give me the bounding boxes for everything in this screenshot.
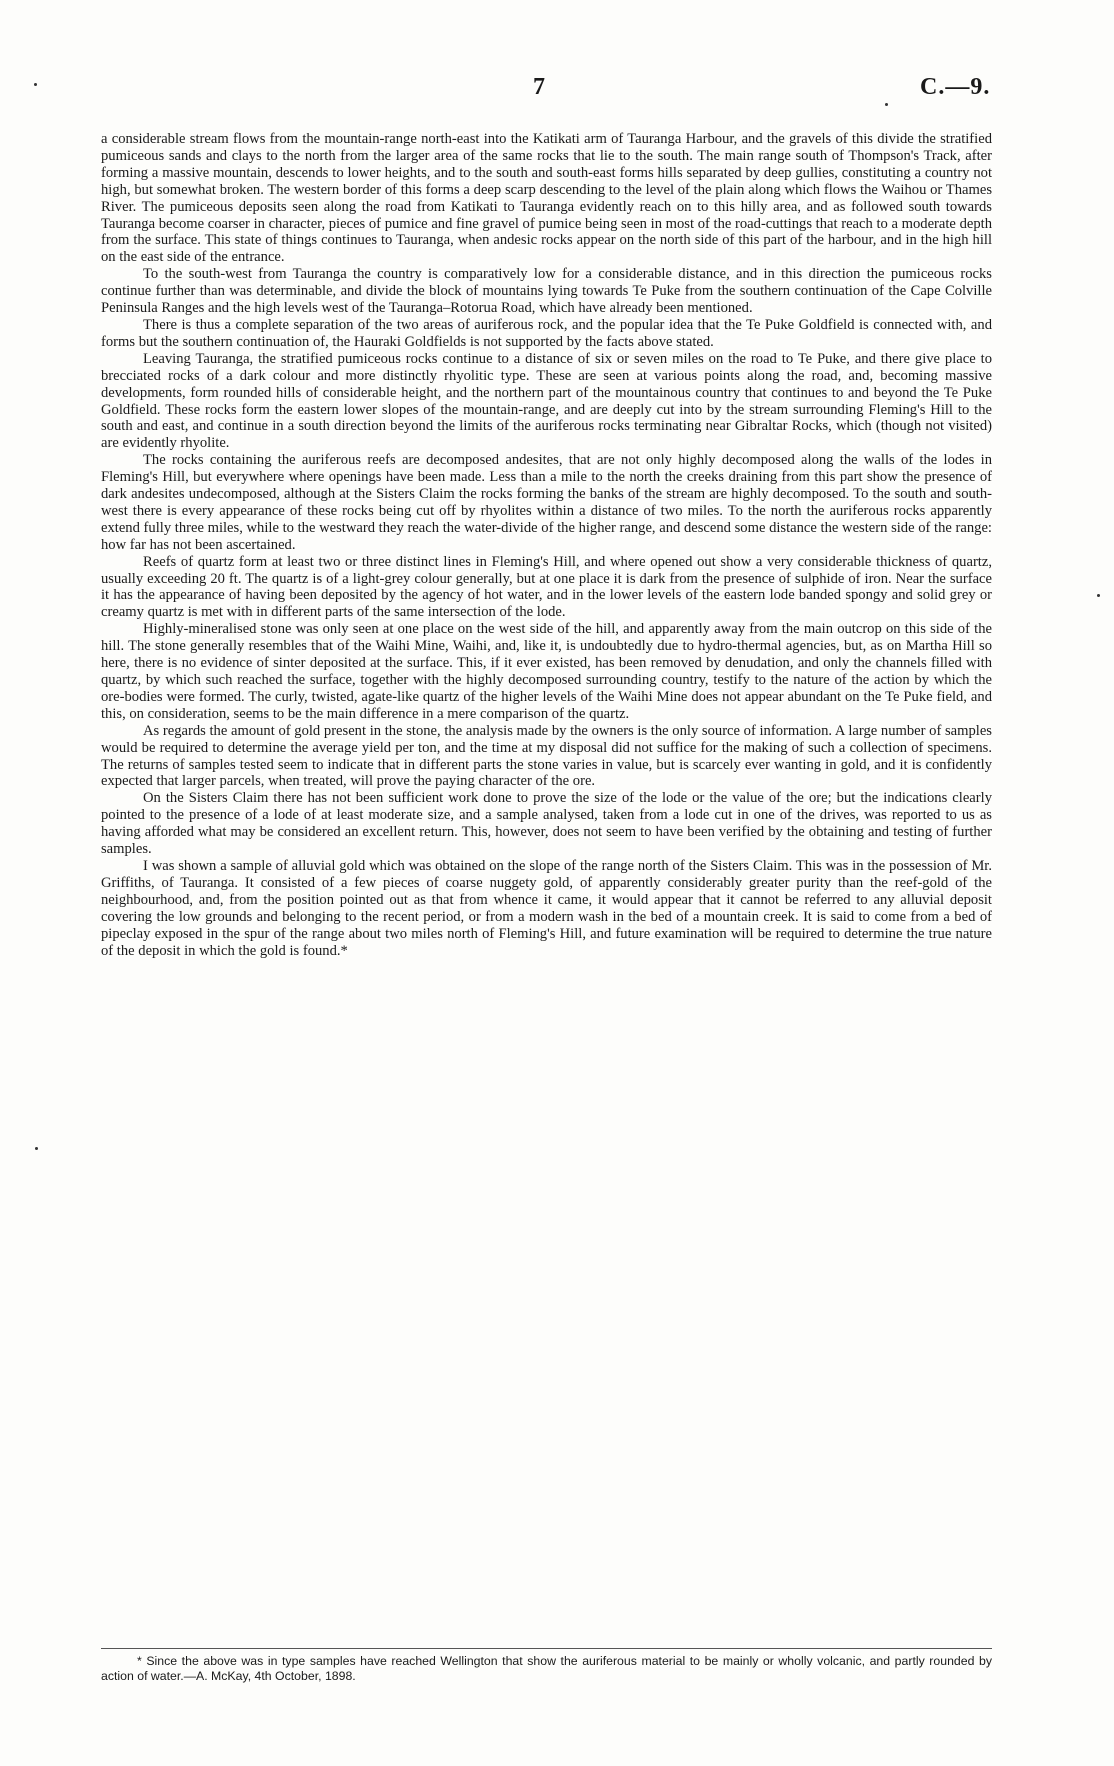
footnote: * Since the above was in type samples have reached Wellington that show the auriferous material to be mainly or wholly volcanic, and partly rounded by action of water.—A. McKay, 4th October, 1898.: [101, 1654, 992, 1683]
paragraph: On the Sisters Claim there has not been sufficient work done to prove the size of the lode or the value of the ore; but the indications clearly pointed to the presence of a lode of at least moderate size, and a sample analysed, taken from a lode cut in one of the drives, was reported to us as having afforded what may be considered an excellent return. This, however, does not seem to have been verified by the obtaining and testing of further samples.: [101, 790, 992, 858]
paragraph: There is thus a complete separation of the two areas of auriferous rock, and the popular idea that the Te Puke Goldfield is connected with, and forms but the southern continuation of, the Hauraki Goldfields is not supported by the facts above stated.: [101, 316, 992, 350]
paragraph: To the south-west from Tauranga the country is comparatively low for a considerable distance, and in this direction the pumiceous rocks continue further than was determinable, and divide the block of mountains lying towards Te Puke from the southern continuation of the Cape Colville Peninsula Ranges and the high levels west of the Tauranga–Rotorua Road, which have already been mentioned.: [101, 266, 992, 317]
body-text: [101, 131, 992, 959]
scan-speck: [35, 1147, 38, 1150]
scan-speck: [885, 103, 888, 106]
paragraph: The rocks containing the auriferous reefs are decomposed andesites, that are not only highly decomposed along the walls of the lodes in Fleming's Hill, but everywhere where openings have been made. Less than a mile to the north the creeks draining from this part show the presence of dark andesites undecomposed, although at the Sisters Claim the rocks forming the banks of the stream are highly decomposed. To the south and south-west there is every appearance of these rocks being cut off by rhyolites within a distance of two miles. To the north the auriferous rocks apparently extend fully three miles, while to the westward they reach the water-divide of the higher range, and descend some distance the western side of the range: how far has not been ascertained.: [101, 452, 992, 553]
paragraph: As regards the amount of gold present in the stone, the analysis made by the owners is the only source of information. A large number of samples would be required to determine the average yield per ton, and the time at my disposal did not suffice for the making of such a collection of specimens. The returns of samples tested seem to indicate that in different parts the stone varies in value, but is scarcely ever wanting in gold, and it is confidently expected that larger parcels, when treated, will prove the paying character of the ore.: [101, 722, 992, 790]
paragraph: Leaving Tauranga, the stratified pumiceous rocks continue to a distance of six or seven miles on the road to Te Puke, and there give place to brecciated rocks of a dark colour and more distinctly rhyolitic type. These are seen at various points along the road, and, becoming massive developments, form rounded hills of considerable height, and the northern part of the mountainous country that continues to and beyond the Te Puke Goldfield. These rocks form the eastern lower slopes of the mountain-range, and are deeply cut into by the stream surrounding Fleming's Hill to the south and east, and continue in a south direction beyond the limits of the auriferous rocks terminating near Gibraltar Rocks, which (though not visited) are evidently rhyolite.: [101, 350, 992, 452]
scan-speck: [34, 83, 37, 86]
document-reference: C.—9.: [920, 74, 991, 100]
page-header: [0, 74, 1114, 114]
paragraph: a considerable stream flows from the mountain-range north-east into the Katikati arm of Tauranga Harbour, and the gravels of this divide the stratified pumiceous sands and clays to the north from the larger area of the same rocks that lie to the south. The main range south of Thompson's Track, after forming a massive mountain, descends to lower heights, and to the south and south-east forms hills separated by deep gullies, constituting a country not high, but somewhat broken. The western border of this forms a deep scarp descending to the level of the plain along which flows the Waihou or Thames River. The pumiceous deposits seen along the road from Katikati to Tauranga evidently reach on to this hilly area, and as followed south towards Tauranga become coarser in character, pieces of pumice and fine gravel of pumice being seen in most of the road-cuttings that reach to a moderate depth from the surface. This state of things continues to Tauranga, when andesic rocks appear on the north side of this part of the harbour, and in the high hill on the east side of the entrance.: [101, 131, 992, 266]
footnote-divider: [101, 1648, 992, 1649]
scan-speck: [1097, 594, 1100, 597]
page-number: 7: [533, 74, 545, 100]
paragraph: Highly-mineralised stone was only seen at one place on the west side of the hill, and apparently away from the main outcrop on this side of the hill. The stone generally resembles that of the Waihi Mine, Waihi, and, like it, is undoubtedly due to hydro-thermal agencies, but, as on Martha Hill so here, there is no evidence of sinter deposited at the surface. This, if it ever existed, has been removed by denudation, and only the channels filled with quartz, by which such reached the surface, together with the highly decomposed surrounding country, testify to the nature of the action by which the ore-bodies were formed. The curly, twisted, agate-like quartz of the higher levels of the Waihi Mine does not appear abundant on the Te Puke field, and this, on consideration, seems to be the main difference in a mere comparison of the quartz.: [101, 621, 992, 722]
paragraph: I was shown a sample of alluvial gold which was obtained on the slope of the range north of the Sisters Claim. This was in the possession of Mr. Griffiths, of Tauranga. It consisted of a few pieces of coarse nuggety gold, of apparently considerably greater purity than the reef-gold of the neighbourhood, and, from the position pointed out as that from whence it came, it would appear that it cannot be referred to any alluvial deposit covering the low grounds and belonging to the recent period, or from a modern wash in the bed of a mountain creek. It is said to come from a bed of pipeclay exposed in the spur of the range about two miles north of Fleming's Hill, and future examination will be required to determine the true nature of the deposit in which the gold is found.*: [101, 857, 992, 959]
paragraph: Reefs of quartz form at least two or three distinct lines in Fleming's Hill, and where opened out show a very considerable thickness of quartz, usually exceeding 20 ft. The quartz is of a light-grey colour generally, but at one place it is dark from the presence of sulphide of iron. Near the surface it has the appearance of having been deposited by the agency of hot water, and in the lower levels of the eastern lode banded spongy and solid grey or creamy quartz is met with in different parts of the same intersection of the lode.: [101, 553, 992, 621]
